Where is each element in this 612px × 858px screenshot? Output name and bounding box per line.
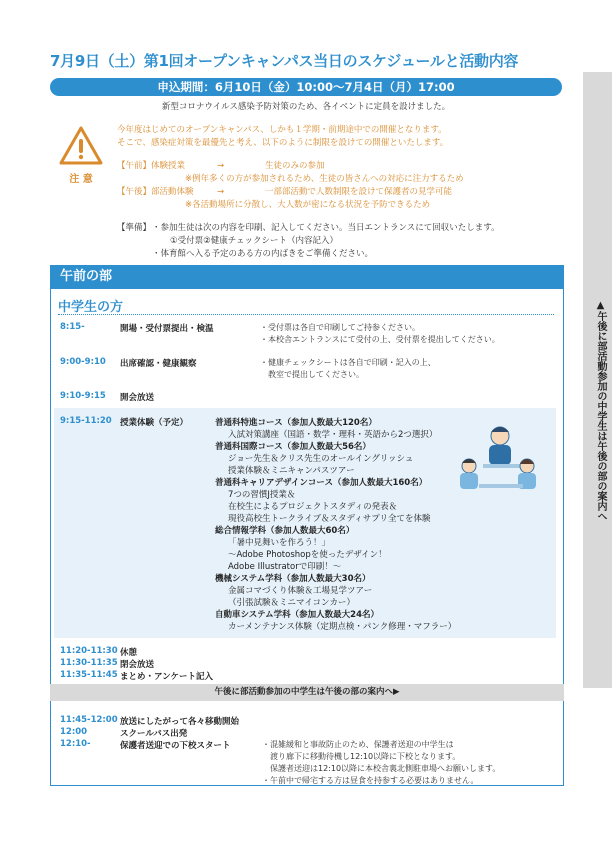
schedule-time: 9:10-9:15 bbox=[60, 391, 106, 401]
schedule-activity: まとめ・アンケート記入 bbox=[120, 672, 213, 682]
am-arrow: → bbox=[217, 161, 225, 171]
side-tab-text: ▲午後に部活動参加の中学生は午後の部の案内へ bbox=[595, 300, 606, 521]
pm-label: 【午後】部活動体験 bbox=[117, 187, 194, 197]
course-title: 普通科特進コース（参加人数最大120名） bbox=[215, 418, 377, 428]
schedule-activity: スクールバス出発 bbox=[120, 729, 188, 739]
schedule-time: 8:15- bbox=[60, 322, 85, 332]
prep-line-1: ・参加生徒は次の内容を印刷、記入してください。当日エントランスにて回収いたします。 bbox=[152, 223, 500, 233]
final-note: ・混雑緩和と事故防止のため、保護者送迎の中学生は bbox=[262, 740, 454, 749]
course-title: 総合情報学科（参加人数最大60名） bbox=[215, 526, 355, 536]
schedule-note: ・受付票は各自で印刷してご持参ください。 bbox=[260, 323, 420, 332]
caution-line-1: 今年度はじめてのオープンキャンパス、しかも１学期・前期途中での開催となります。 bbox=[117, 125, 447, 135]
course-detail: 金属コマづくり体験＆工場見学ツアー bbox=[228, 586, 373, 596]
course-title: 機械システム学科（参加人数最大30名） bbox=[215, 574, 371, 584]
course-detail: 「暑中見舞いを作ろう！」 bbox=[228, 538, 331, 548]
schedule-activity: 放送にしたがって各々移動開始 bbox=[120, 717, 240, 727]
course-detail: 〜Adobe Photoshopを使ったデザイン！ bbox=[228, 550, 387, 560]
course-detail: ジョー先生＆クリス先生のオールイングリッシュ bbox=[228, 454, 414, 464]
caution-line-2: そこで、感染症対策を最優先と考え、以下のように制限を設けての開催といたします。 bbox=[117, 138, 449, 148]
schedule-time: 11:45-12:00 bbox=[60, 715, 118, 725]
schedule-activity: 開会放送 bbox=[120, 393, 155, 403]
final-note: 渡り廊下に移動待機し12:10以降に下校となります。 bbox=[262, 752, 461, 761]
corona-notice: 新型コロナウイルス感染予防対策のため、各イベントに定員を設けました。 bbox=[161, 102, 451, 112]
side-tab-background bbox=[583, 72, 612, 272]
course-detail: （引張試験＆ミニマイコンカー） bbox=[228, 598, 355, 608]
prep-line-3: ・体育館へ入る予定のある方の内ばきをご準備ください。 bbox=[152, 249, 374, 259]
final-note: 保護者送迎は12:10以降に本校舎裏北側駐車場へお願いします。 bbox=[262, 764, 501, 773]
course-detail: Adobe Illustratorで印刷！〜 bbox=[228, 562, 342, 572]
final-note: ・午前中で帰宅する方は昼食を持参する必要はありません。 bbox=[262, 776, 479, 785]
am-desc: 生徒のみの参加 bbox=[265, 161, 325, 171]
course-detail: 在校生によるプロジェクトスタディの発表＆ bbox=[228, 502, 398, 512]
schedule-activity: 保護者送迎での下校スタート bbox=[120, 741, 231, 751]
experience-time: 9:15-11:20 bbox=[60, 416, 112, 426]
schedule-time: 11:35-11:45 bbox=[60, 670, 118, 680]
course-detail: 授業体験＆ミニキャンパスツアー bbox=[228, 466, 355, 476]
divider bbox=[58, 314, 554, 315]
schedule-time: 12:00 bbox=[60, 727, 88, 737]
jhs-header: 中学生の方 bbox=[58, 300, 124, 315]
pm-arrow: → bbox=[217, 187, 225, 197]
course-detail: 7つの習慣J授業＆ bbox=[228, 490, 296, 500]
schedule-time: 11:30-11:35 bbox=[60, 658, 118, 668]
schedule-note: ・本校舎エントランスにて受付の上、受付票を提出してください。 bbox=[260, 335, 500, 344]
schedule-activity: 休憩 bbox=[120, 648, 138, 658]
schedule-time: 12:10- bbox=[60, 739, 91, 749]
caution-label: 注 意 bbox=[69, 174, 93, 185]
schedule-note: 教室で提出してください。 bbox=[260, 370, 364, 379]
course-detail: カーメンテナンス体験（定期点検・パンク修理・マフラー） bbox=[228, 622, 457, 632]
schedule-activity: 出席確認・健康観察 bbox=[120, 359, 197, 369]
warning-triangle-icon bbox=[58, 125, 104, 167]
schedule-time: 9:00-9:10 bbox=[60, 357, 106, 367]
prep-label: 【準備】 bbox=[117, 223, 152, 233]
schedule-note: ・健康チェックシートは各自で印刷・記入の上、 bbox=[260, 358, 436, 367]
am-section-header: 午前の部 bbox=[50, 265, 564, 289]
page-title: 7月9日（土）第1回オープンキャンパス当日のスケジュールと活動内容 bbox=[50, 52, 519, 70]
prep-line-2: ①受付票②健康チェックシート（内容記入） bbox=[170, 236, 338, 246]
pm-note: ※各活動場所に分散し、大人数が密になる状況を予防できるため bbox=[185, 200, 431, 210]
course-title: 普通科キャリアデザインコース（参加人数最大160名） bbox=[215, 478, 428, 488]
schedule-activity: 開場・受付票提出・検温 bbox=[120, 324, 214, 334]
application-period: 申込期間：6月10日（金）10:00〜7月4日（月）17:00 bbox=[50, 78, 562, 96]
course-detail: 現役高校生トークライブ＆スタディサプリ全てを体験 bbox=[228, 514, 431, 524]
am-label: 【午前】体験授業 bbox=[117, 161, 186, 171]
course-title: 普通科国際コース（参加人数最大56名） bbox=[215, 442, 371, 452]
experience-activity: 授業体験（予定） bbox=[120, 418, 189, 428]
course-title: 自動車システム学科（参加人数最大24名） bbox=[215, 610, 379, 620]
am-note: ※例年多くの方が参加されるため、生徒の皆さんへの対応に注力するため bbox=[185, 174, 464, 184]
teachers-illustration-icon bbox=[455, 422, 545, 504]
course-detail: 入試対策講座（国語・数学・理科・英語から2つ選択） bbox=[228, 430, 438, 440]
schedule-time: 11:20-11:30 bbox=[60, 646, 118, 656]
schedule-activity: 閉会放送 bbox=[120, 660, 155, 670]
pm-guide-bar[interactable]: 午後に部活動参加の中学生は午後の部の案内へ▶ bbox=[50, 684, 564, 701]
pm-desc: 一部部活動で人数制限を設けて保護者の見学可能 bbox=[265, 187, 453, 197]
